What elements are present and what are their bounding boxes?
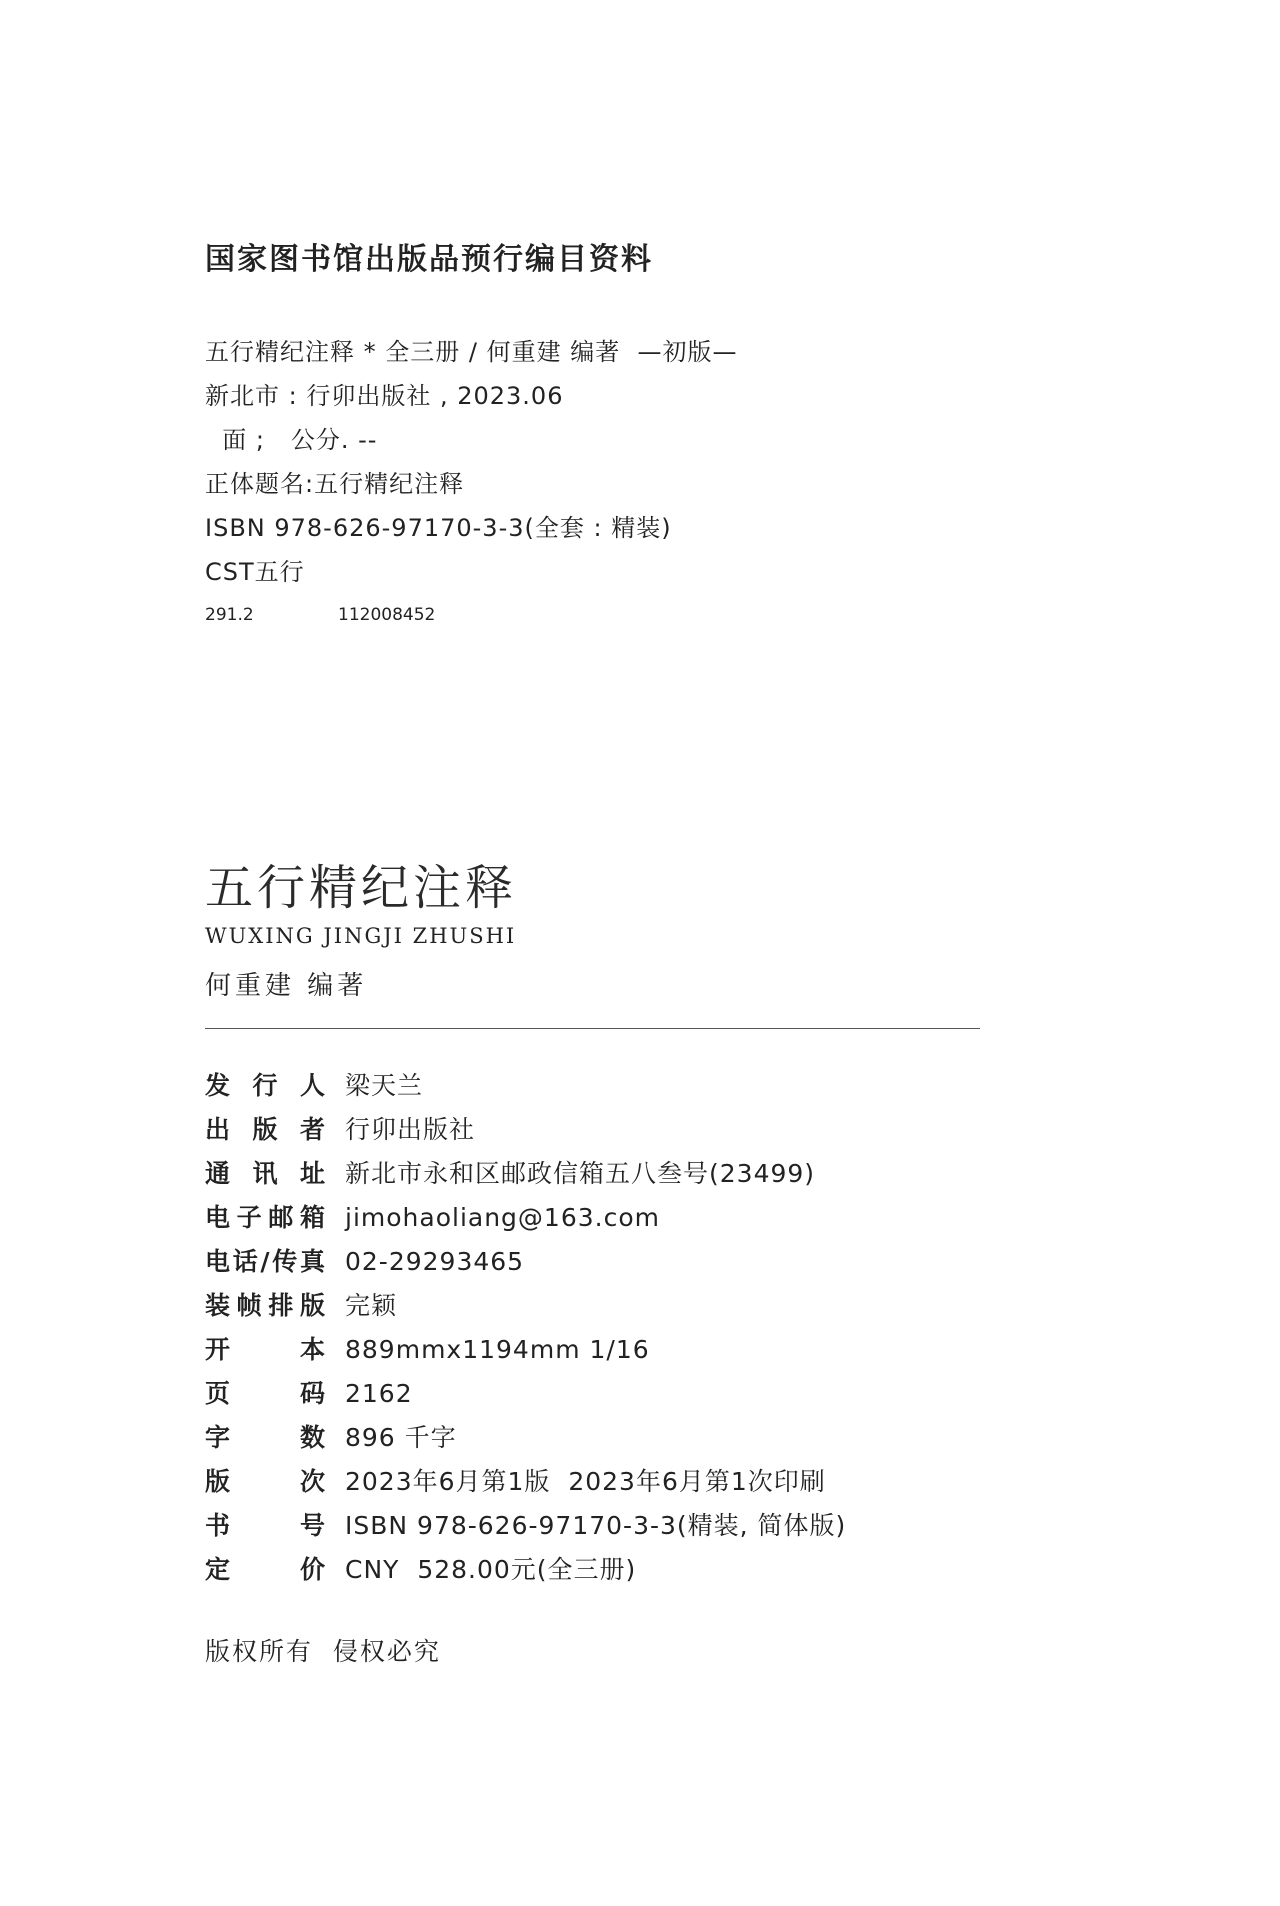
colophon-table xyxy=(205,1064,1105,1592)
colophon-label-char: 字 xyxy=(205,1423,231,1452)
colophon-value: ISBN 978-626-97170-3-3(精装, 简体版) xyxy=(345,1511,847,1540)
colophon-label xyxy=(205,1284,325,1328)
colophon-label-char: 开 xyxy=(205,1335,231,1364)
colophon-row xyxy=(205,1372,1105,1416)
colophon-row xyxy=(205,1240,1105,1284)
cip-class-number: 291.2 xyxy=(205,605,254,625)
colophon-row xyxy=(205,1152,1105,1196)
cip-line-subject: CST五行 xyxy=(205,558,305,586)
colophon-label-char: 子 xyxy=(236,1203,262,1232)
colophon-value: 896 千字 xyxy=(345,1423,457,1452)
colophon-label-char: / xyxy=(260,1247,270,1276)
colophon-label-char: 行 xyxy=(252,1071,278,1100)
colophon-label-char: 传 xyxy=(272,1247,298,1276)
colophon-label-char: 定 xyxy=(205,1555,231,1584)
colophon-label-char: 版 xyxy=(299,1291,325,1320)
colophon-label-char: 人 xyxy=(299,1071,325,1100)
colophon-label xyxy=(205,1108,325,1152)
cip-line-title: 五行精纪注释 * 全三册 / 何重建 编著 —初版— xyxy=(205,338,738,366)
colophon-row xyxy=(205,1416,1105,1460)
colophon-label xyxy=(205,1196,325,1240)
cip-line-isbn: ISBN 978-626-97170-3-3(全套 : 精装) xyxy=(205,514,672,542)
colophon-label-char: 版 xyxy=(205,1467,231,1496)
colophon-row xyxy=(205,1196,1105,1240)
divider-line xyxy=(205,1028,980,1029)
colophon-label xyxy=(205,1328,325,1372)
colophon-label-char: 讯 xyxy=(252,1159,278,1188)
colophon-value: 梁天兰 xyxy=(345,1071,424,1100)
colophon-value: 行卯出版社 xyxy=(345,1115,476,1144)
colophon-row xyxy=(205,1328,1105,1372)
colophon-label-char: 箱 xyxy=(299,1203,325,1232)
colophon-label-char: 版 xyxy=(252,1115,278,1144)
colophon-label-char: 号 xyxy=(299,1511,325,1540)
cip-record-number: 112008452 xyxy=(338,605,436,625)
colophon-label-char: 页 xyxy=(205,1379,231,1408)
colophon-label-char: 排 xyxy=(268,1291,294,1320)
colophon-label xyxy=(205,1504,325,1548)
colophon-label-char: 次 xyxy=(299,1467,325,1496)
colophon-label-char: 电 xyxy=(205,1203,231,1232)
colophon-label-char: 电 xyxy=(205,1247,231,1276)
cip-block xyxy=(205,240,1105,630)
book-title: 五行精纪注释 xyxy=(205,860,518,916)
colophon-value: 889mmx1194mm 1/16 xyxy=(345,1335,650,1364)
colophon-label-char: 帧 xyxy=(236,1291,262,1320)
colophon-row xyxy=(205,1460,1105,1504)
colophon-value: 2023年6月第1版 2023年6月第1次印刷 xyxy=(345,1467,826,1496)
colophon-label xyxy=(205,1372,325,1416)
colophon-label-char: 装 xyxy=(205,1291,231,1320)
colophon-row xyxy=(205,1548,1105,1592)
colophon-label xyxy=(205,1460,325,1504)
colophon-label xyxy=(205,1548,325,1592)
colophon-row xyxy=(205,1108,1105,1152)
colophon-label-char: 出 xyxy=(205,1115,231,1144)
colophon-label-char: 址 xyxy=(299,1159,325,1188)
colophon-label-char: 通 xyxy=(205,1159,231,1188)
colophon-label-char: 价 xyxy=(299,1555,325,1584)
colophon-row xyxy=(205,1064,1105,1108)
colophon-value: 2162 xyxy=(345,1379,413,1408)
cip-classification xyxy=(205,600,1105,630)
colophon-label xyxy=(205,1064,325,1108)
colophon-label xyxy=(205,1416,325,1460)
book-title-pinyin: WUXING JINGJI ZHUSHI xyxy=(205,924,517,948)
colophon-label-char: 数 xyxy=(299,1423,325,1452)
colophon-label xyxy=(205,1240,325,1284)
copyright-notice: 版权所有 侵权必究 xyxy=(205,1637,441,1666)
cip-heading: 国家图书馆出版品预行编目资料 xyxy=(205,242,653,277)
colophon-label-char: 发 xyxy=(205,1071,231,1100)
colophon-label-char: 书 xyxy=(205,1511,231,1540)
colophon-label-char: 真 xyxy=(299,1247,325,1276)
colophon-label-char: 码 xyxy=(299,1379,325,1408)
colophon-label-char: 邮 xyxy=(268,1203,294,1232)
colophon-row xyxy=(205,1504,1105,1548)
colophon-value: jimohaoliang@163.com xyxy=(345,1203,660,1232)
cip-line-pages: 面 ; 公分. -- xyxy=(205,426,378,454)
colophon-label-char: 本 xyxy=(299,1335,325,1364)
cip-line-publisher: 新北市 : 行卯出版社 , 2023.06 xyxy=(205,382,564,410)
book-author: 何重建 编著 xyxy=(205,971,368,1001)
title-block xyxy=(205,858,1005,1004)
colophon-value: 02-29293465 xyxy=(345,1247,525,1276)
colophon-row xyxy=(205,1284,1105,1328)
colophon-value: CNY 528.00元(全三册) xyxy=(345,1555,637,1584)
colophon-value: 新北市永和区邮政信箱五八叁号(23499) xyxy=(345,1159,816,1188)
colophon-label-char: 者 xyxy=(299,1115,325,1144)
cip-line-formal-title: 正体题名:五行精纪注释 xyxy=(205,470,465,498)
colophon-value: 完颖 xyxy=(345,1291,398,1320)
colophon-label-char: 话 xyxy=(232,1247,258,1276)
colophon-label xyxy=(205,1152,325,1196)
